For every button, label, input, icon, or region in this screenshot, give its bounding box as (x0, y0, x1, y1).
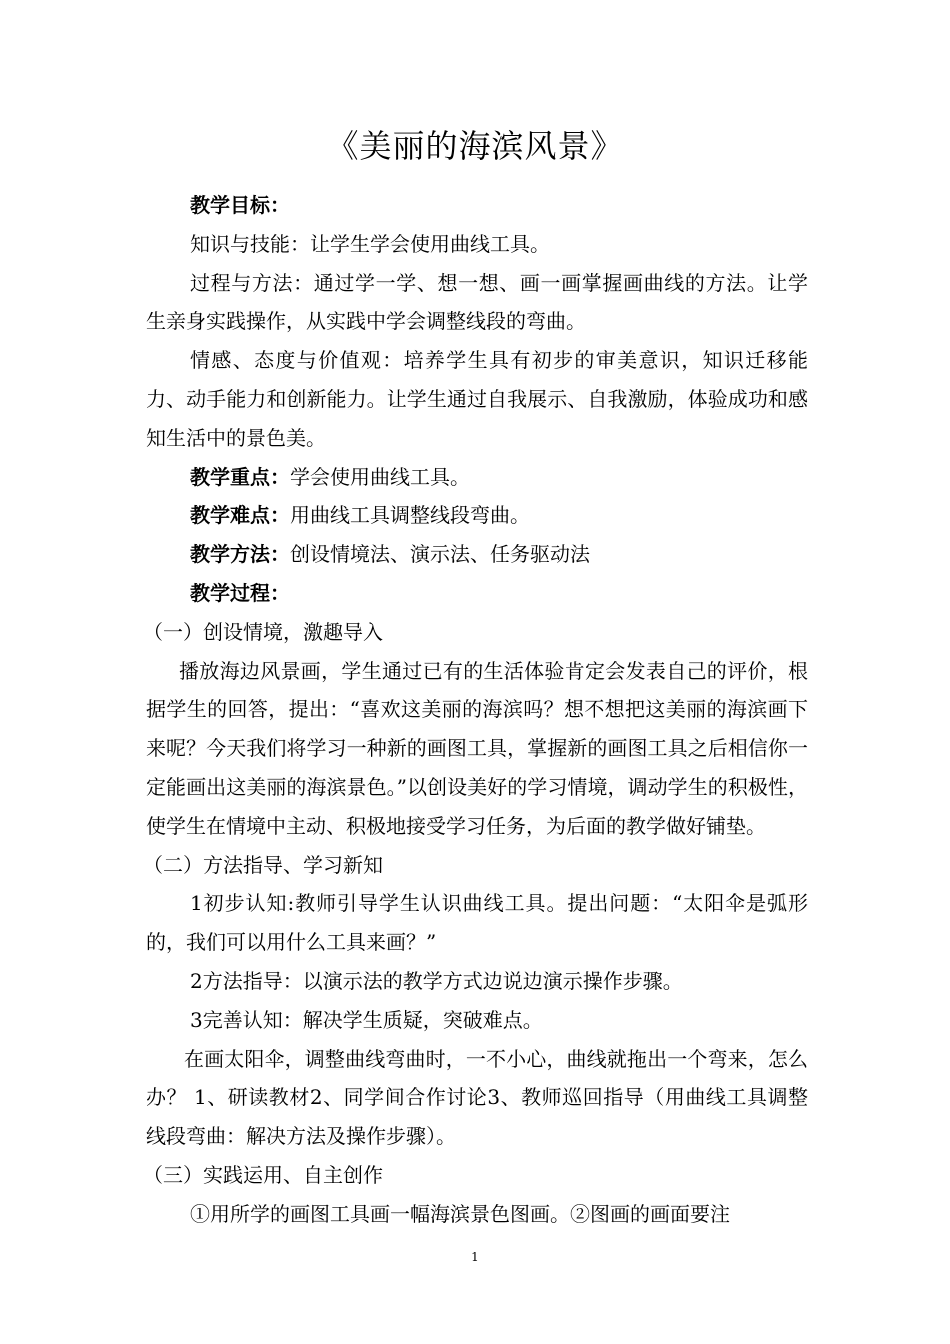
paragraph-emotion-values: 情感、态度与价值观：培养学生具有初步的审美意识，知识迁移能力、动手能力和创新能力。让学生通过自我展示、自我激励，体验成功和感知生活中的景色美。 (146, 348, 808, 450)
paragraph-step-2: 2方法指导：以演示法的教学方式边说边演示操作步骤。 (190, 968, 683, 993)
text-methods: 创设情境法、演示法、任务驱动法 (290, 542, 590, 567)
text-key-point: 学会使用曲线工具。 (290, 464, 470, 489)
paragraph-intro-scene: 播放海边风景画，学生通过已有的生活体验肯定会发表自己的评价，根据学生的回答，提出：“喜欢这美丽的海滨吗？想不想把这美丽的海滨画下来呢？今天我们将学习一种新的画图工具，掌握新的画图工具之后相信你一定能画出这美丽的海滨景色。”以创设美好的学习情境，调动学生的积极性，使学生在情境中主动、积极地接受学习任务，为后面的教学做好铺垫。 (146, 658, 808, 838)
label-key-point: 教学重点： (190, 464, 290, 489)
page-number: 1 (471, 1250, 479, 1264)
text-difficulty: 用曲线工具调整线段弯曲。 (290, 503, 530, 528)
section-heading-3: （三）实践运用、自主创作 (143, 1162, 383, 1187)
section-heading-2: （二）方法指导、学习新知 (143, 852, 383, 877)
paragraph-umbrella-question: 在画太阳伞，调整曲线弯曲时，一不小心，曲线就拖出一个弯来，怎么办？ 1、研读教材2、同学间合作讨论3、教师巡回指导（用曲线工具调整线段弯曲：解决方法及操作步骤）。 (146, 1046, 808, 1149)
label-methods: 教学方法： (190, 542, 290, 567)
paragraph-process-method: 过程与方法：通过学一学、想一想、画一画掌握画曲线的方法。让学生亲身实践操作，从实践中学会调整线段的弯曲。 (146, 270, 808, 334)
paragraph-step-1: 1初步认知:教师引导学生认识曲线工具。提出问题：“太阳伞是弧形的，我们可以用什么工具来画？” (146, 891, 808, 955)
document-body (143, 186, 808, 1234)
paragraph-methods (146, 535, 808, 574)
paragraph-practice: ①用所学的画图工具画一幅海滨景色图画。②图画的画面要注 (190, 1201, 730, 1226)
label-difficulty: 教学难点： (190, 503, 290, 528)
paragraph-knowledge-skills: 知识与技能：让学生学会使用曲线工具。 (190, 231, 550, 256)
document-title: 《美丽的海滨风景》 (326, 127, 624, 165)
paragraph-process-heading (146, 574, 808, 613)
label-process: 教学过程： (190, 580, 290, 605)
label-objectives: 教学目标： (190, 193, 290, 217)
section-heading-1: （一）创设情境，激趣导入 (143, 619, 383, 644)
paragraph-difficulty (146, 496, 808, 535)
paragraph-key-point (146, 458, 808, 497)
paragraph-objectives-heading (146, 186, 808, 225)
paragraph-step-3: 3完善认知：解决学生质疑，突破难点。 (190, 1007, 543, 1032)
